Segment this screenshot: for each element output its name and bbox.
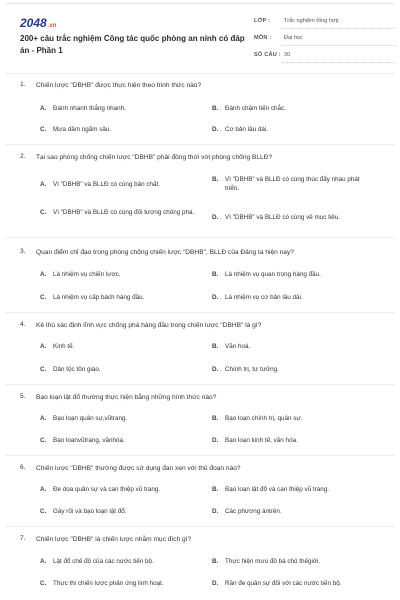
- option-text: Bạo loanvũtrang, vănhóa.: [53, 437, 125, 444]
- option-letter: A.: [40, 181, 47, 188]
- option-text: Là nhiệm vụ cấp bách hàng đầu.: [53, 294, 145, 301]
- question-text: Chiến lược "DBHB" là chiến lược nhằm mục đích gì?: [36, 536, 192, 543]
- option-letter: C.: [40, 580, 47, 587]
- option-text: Thực thi chiến lược phản ứng linh hoạt.: [53, 580, 164, 587]
- meta-line: [282, 45, 396, 46]
- option-text: Vì "DBHB" và BLLĐ có cùng bản chất.: [53, 181, 161, 188]
- option-letter: D.: [212, 126, 219, 133]
- option-letter: A.: [40, 415, 47, 422]
- question-number: 1.: [20, 81, 26, 88]
- question-divider: [5, 312, 395, 313]
- option-letter: C.: [40, 126, 47, 133]
- option-text: Mưa dầm ngấm sâu.: [53, 126, 112, 133]
- option-text: Là nhiệm vụ chiến lược.: [53, 271, 121, 278]
- meta-line: [282, 28, 396, 29]
- top-border: [5, 3, 395, 4]
- option-letter: A.: [40, 343, 47, 350]
- meta-label: SỐ CÂU :: [254, 52, 281, 58]
- option-text: Thực hiện mưu đồ bá chủ thếgiới.: [225, 558, 321, 565]
- meta-label: MÔN :: [254, 35, 272, 41]
- option-text: Các phương ántrên.: [225, 508, 282, 515]
- option-text: Bạo loạn lật đổ và can thiệp vũ trang.: [225, 486, 329, 493]
- option-letter: A.: [40, 271, 47, 278]
- site-logo[interactable]: [20, 16, 56, 30]
- option-text: Cơ bản lâu dài.: [225, 126, 268, 133]
- meta-subject: [254, 31, 396, 48]
- option-letter: D.: [212, 366, 219, 373]
- option-letter: C.: [40, 209, 47, 216]
- option-letter: B.: [212, 343, 219, 350]
- question-text: Quan điểm chỉ đạo trong phòng chống chiến lược "DBHB", BLLĐ của Đảng ta hiện nay?: [36, 249, 294, 256]
- logo-text: 2048: [20, 16, 47, 30]
- option-letter: D.: [212, 437, 219, 444]
- question-number: 3.: [20, 248, 26, 255]
- option-letter: C.: [40, 366, 47, 373]
- option-text: Bạo loạn kinh tế, văn hóa.: [225, 437, 298, 444]
- option-letter: C.: [40, 294, 47, 301]
- question-number: 7.: [20, 535, 26, 542]
- document-header: [20, 14, 380, 72]
- question-divider: [5, 73, 395, 74]
- question-divider: [5, 526, 395, 527]
- option-text: Lật đổ chế độ của các nước tiến bộ.: [53, 558, 154, 565]
- option-text: Vì "DBHB" và BLLĐ có cùng đối tượng chống phá.: [53, 209, 195, 216]
- option-text: Văn hoá.: [225, 343, 251, 350]
- question-number: 6.: [20, 464, 26, 471]
- option-text: Đánh chậm tiến chắc.: [225, 105, 286, 112]
- option-text: Gây rối và bạo loạn lật đổ.: [53, 508, 127, 515]
- document-title: 200+ câu trắc nghiệm Công tác quốc phòng an ninh có đáp án - Phần 1: [20, 34, 245, 55]
- option-letter: B.: [212, 415, 219, 422]
- logo-suffix: .vn: [47, 23, 57, 29]
- question-divider: [5, 455, 395, 456]
- option-letter: B.: [212, 271, 219, 278]
- meta-label: LỚP :: [254, 18, 271, 24]
- option-letter: C.: [40, 508, 47, 515]
- question-text: Chiến lược "DBHB" được thực hiện theo hình thức nào?: [36, 82, 202, 89]
- option-text: Răn đe quân sự đối với các nước tiến bộ.: [225, 580, 342, 587]
- meta-value: 30: [284, 52, 291, 58]
- meta-value: Trắc nghiệm tổng hợp: [284, 18, 339, 24]
- option-letter: A.: [40, 558, 47, 565]
- question-text: Tại sao phòng chống chiến lược "DBHB" phải đồng thời với phòng chống BLLĐ?: [36, 154, 273, 161]
- option-text: Vì "DBHB" và BLLĐ có cùng về mục tiêu.: [225, 214, 341, 221]
- meta-class: [254, 14, 396, 31]
- question-number: 2.: [20, 153, 26, 160]
- option-text: Là nhiệm vụ quan trọng hàng đầu.: [225, 271, 321, 278]
- option-text: Chính trị, tư tưởng.: [225, 366, 279, 373]
- option-text: Kinh tế.: [53, 343, 75, 350]
- question-divider: [5, 237, 395, 238]
- meta-count: [254, 48, 396, 65]
- question-text: Bạo loạn lật đổ thường thực hiện bằng những hình thức nào?: [36, 394, 217, 401]
- question-divider: [5, 144, 395, 145]
- option-letter: D.: [212, 294, 219, 301]
- option-letter: A.: [40, 105, 47, 112]
- option-text: Bạo loạn quân sự,vũtrang.: [53, 415, 128, 422]
- option-letter: B.: [212, 105, 219, 112]
- option-text: Đe dọa quân sự và can thiệp vũ trang.: [53, 486, 161, 493]
- option-text: Dân tộc tôn giáo.: [53, 366, 101, 373]
- option-letter: D.: [212, 508, 219, 515]
- question-text: Chiến lược "DBHB" thường được sử dụng đan xen với thủ đoạn nào?: [36, 465, 241, 472]
- option-letter: A.: [40, 486, 47, 493]
- question-number: 5.: [20, 393, 26, 400]
- option-text: Đánh nhanh thắng nhanh.: [53, 105, 126, 112]
- question-text: Kẻ thù xác định lĩnh vực chống phá hàng đầu trong chiến lược "DBHB" là gì?: [36, 322, 262, 329]
- document-meta: [254, 14, 396, 65]
- option-text: Vì "DBHB" và BLLĐ có cùng thúc đẩy nhau phát triển.: [225, 176, 360, 192]
- option-text: Bạo loạn chính trị, quân sự.: [225, 415, 303, 422]
- question-divider: [5, 384, 395, 385]
- meta-value: Đại học: [284, 35, 303, 41]
- option-letter: B.: [212, 176, 219, 183]
- option-text: Là nhiệm vụ cơ bản lâu dài.: [225, 294, 303, 301]
- option-letter: C.: [40, 437, 47, 444]
- question-number: 4.: [20, 321, 26, 328]
- option-letter: B.: [212, 558, 219, 565]
- meta-line: [282, 62, 396, 63]
- option-letter: D.: [212, 214, 219, 221]
- option-letter: D.: [212, 580, 219, 587]
- option-letter: B.: [212, 486, 219, 493]
